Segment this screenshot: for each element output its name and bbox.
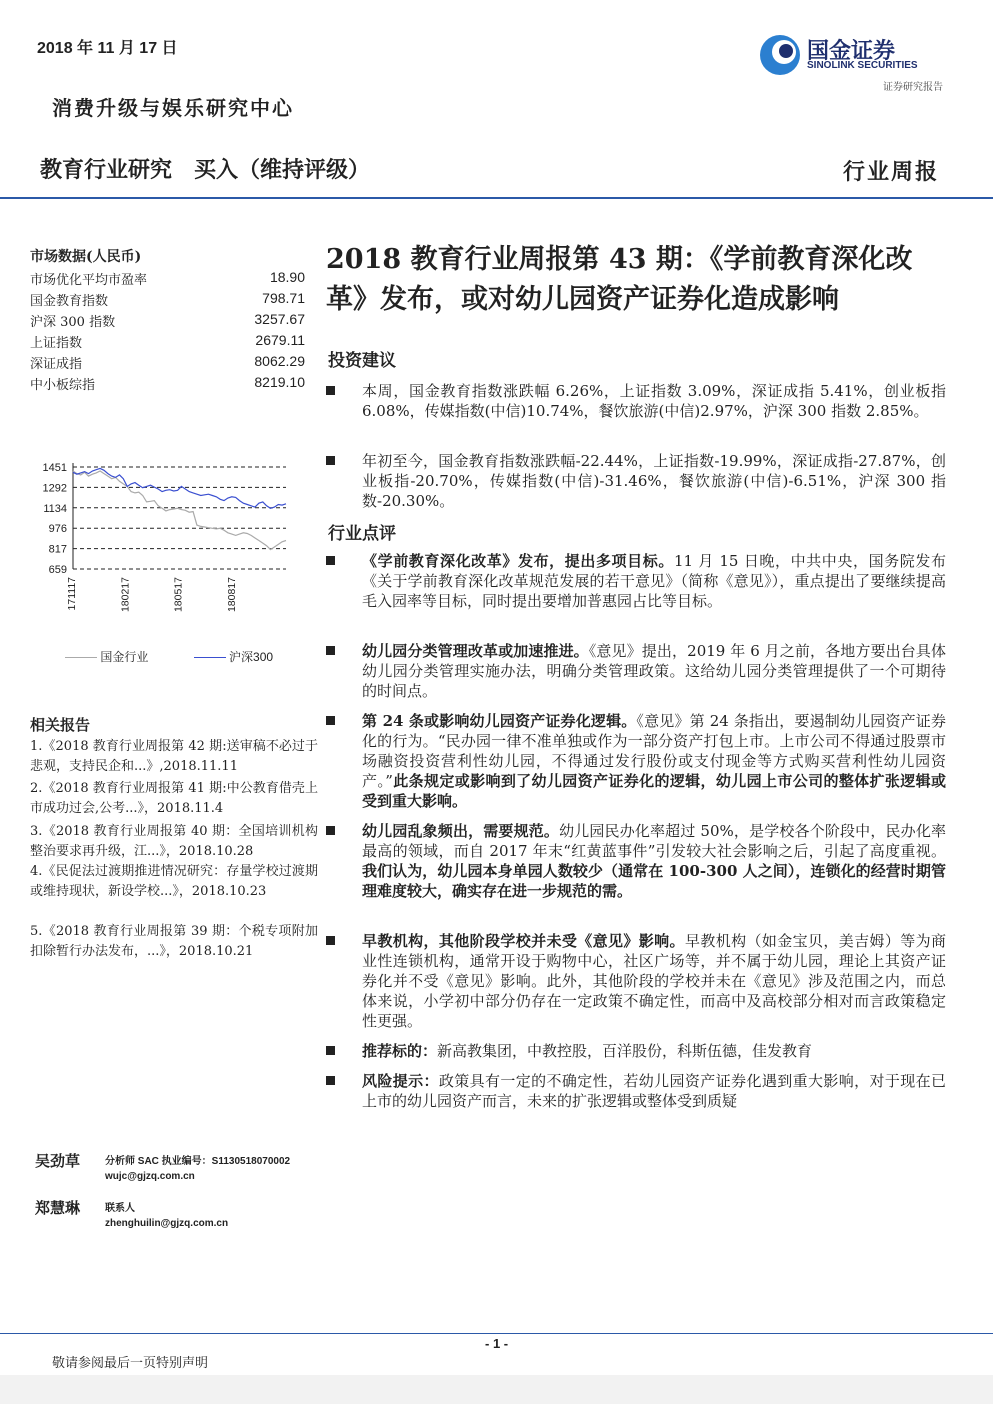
- market-value: 8062.29: [254, 353, 305, 369]
- market-value: 3257.67: [254, 311, 305, 327]
- y-tick-label: 1451: [42, 462, 67, 474]
- y-tick-label: 1292: [42, 482, 67, 495]
- footer-band: [0, 1375, 993, 1404]
- bullet-text: 《意见》第 24 条指出，要遏制幼儿园资产证券化的行为。“民办园一律不准单独或作为一部分资产打包上市。上市公司不得通过股票市场融资投资营利性幼儿园，不得通过发行股份或支付现金等方式购买营利性幼儿园资产。”: [362, 712, 946, 790]
- x-tick-label: 171117: [66, 577, 78, 611]
- bullet-item: [326, 1071, 946, 1111]
- related-report-link[interactable]: 2.《2018 教育行业周报第 41 期:中公教育借壳上市成功过会,公考...》，2018.11.4: [30, 781, 318, 816]
- legend-label-a: 国金行业: [100, 650, 149, 664]
- bullet-square-icon: [326, 1046, 335, 1055]
- market-label: 国金教育指数: [30, 294, 109, 309]
- bullet-text: 早教机构（如金宝贝，美吉姆）等为商业性连锁机构，通常开设于购物中心，社区广场等，并不属于幼儿园，理论上其资产证券化并不受《意见》影响。此外，其他阶段的学校并未在《意见》涉及范围之内，而总体来说，小学初中部分仍存在一定政策不确定性，而高中及高校部分相对而言政策稳定性更强。: [362, 932, 946, 1030]
- analyst-info: [105, 1154, 290, 1184]
- analyst-name: 吴劲草: [35, 1152, 81, 1170]
- x-tick-label: 180517: [172, 577, 185, 613]
- market-row: [30, 374, 305, 395]
- industry-rating: 教育行业研究 买入（维持评级）: [40, 158, 371, 183]
- footer-divider: [0, 1333, 993, 1334]
- bullet-text: 11 月 15 日晚，中共中央，国务院发布《关于学前教育深化改革规范发展的若干意见》（简称《意见》），重点提出了要继续提高毛入园率等目标，同时提出要增加普惠园占比等目标。: [362, 552, 946, 610]
- bullet-item: [326, 1041, 946, 1061]
- bullet-lead: 幼儿园乱象频出，需要规范。: [362, 822, 560, 840]
- bullet-square-icon: [326, 456, 335, 465]
- market-value: 798.71: [262, 290, 305, 306]
- bullet-square-icon: [326, 386, 335, 395]
- chart-legend: [65, 648, 273, 665]
- market-label: 深证成指: [30, 357, 83, 372]
- legend-swatch-b: [194, 657, 226, 658]
- bullet-lead: 第 24 条或影响幼儿园资产证券化逻辑。: [362, 712, 637, 730]
- analyst-role: 联系人: [105, 1203, 135, 1214]
- bullet-square-icon: [326, 826, 335, 835]
- analyst-email[interactable]: zhenghuilin@gjzq.com.cn: [105, 1218, 229, 1229]
- related-report-link[interactable]: 3.《2018 教育行业周报第 40 期：全国培训机构整治要求再升级，江...》，2018.10.28: [30, 824, 318, 859]
- market-row: [30, 290, 305, 311]
- y-tick-label: 817: [48, 543, 67, 556]
- bullet-item: [326, 931, 946, 1031]
- bullet-item: [326, 821, 946, 901]
- bullet-lead: 推荐标的：: [362, 1042, 438, 1060]
- market-label: 沪深 300 指数: [30, 315, 116, 330]
- analyst-name: 郑慧琳: [35, 1199, 81, 1217]
- bullet-lead: 早教机构，其他阶段学校并未受《意见》影响。: [362, 932, 685, 950]
- bullet-text: 年初至今，国金教育指数涨跌幅-22.44%，上证指数-19.99%，深证成指-27.87%，创业板指-20.70%，传媒指数(中信)-31.46%，餐饮旅游(中信)-6.51%，沪深 300 指数-20.30%。: [362, 452, 946, 510]
- bullet-conclusion: 此条规定或影响到了幼儿园资产证券化的逻辑，幼儿园上市公司的整体扩张逻辑或受到重大影响。: [362, 772, 946, 810]
- market-value: 8219.10: [254, 374, 305, 390]
- footer-disclaimer: 敬请参阅最后一页特别声明: [52, 1356, 209, 1371]
- analyst-cert: 分析师 SAC 执业编号：S1130518070002: [105, 1156, 291, 1167]
- market-label: 市场优化平均市盈率: [30, 273, 148, 288]
- market-value: 2679.11: [255, 332, 305, 348]
- market-row: [30, 353, 305, 374]
- bullet-text: 本周，国金教育指数涨跌幅 6.26%，上证指数 3.09%，深证成指 5.41%，创业板指 6.08%，传媒指数(中信)10.74%，餐饮旅游(中信)2.97%，沪深 300 指数 2.85%。: [362, 382, 946, 420]
- x-tick-label: 180217: [119, 577, 132, 613]
- series-line: [73, 471, 286, 550]
- related-reports-title: 相关报告: [30, 716, 91, 734]
- bullet-item: [326, 451, 946, 511]
- logo-en-text: SINOLINK SECURITIES: [807, 60, 918, 71]
- market-row: [30, 311, 305, 332]
- bullet-text: 政策具有一定的不确定性，若幼儿园资产证券化遇到重大影响，对于现在已上市的幼儿园资产而言，未来的扩张逻辑或整体受到质疑: [362, 1072, 946, 1110]
- related-report-link[interactable]: 4.《民促法过渡期推进情况研究：存量学校过渡期或维持现状，新设学校...》，2018.10.23: [30, 864, 318, 899]
- market-label: 上证指数: [30, 336, 83, 351]
- bullet-square-icon: [326, 556, 335, 565]
- analyst-info: [105, 1201, 228, 1231]
- y-tick-label: 976: [48, 523, 67, 536]
- page-number: - 1 -: [485, 1336, 509, 1351]
- section-investment-advice: 投资建议: [328, 351, 396, 371]
- market-label: 中小板综指: [30, 378, 96, 393]
- legend-label-b: 沪深300: [229, 650, 274, 664]
- header-divider: [0, 197, 993, 199]
- report-type: 行业周报: [842, 159, 939, 185]
- bullet-lead: 风险提示：: [362, 1072, 439, 1090]
- bullet-lead: 《学前教育深化改革》发布，提出多项目标。: [362, 552, 674, 570]
- research-center: 消费升级与娱乐研究中心: [52, 96, 294, 120]
- y-tick-label: 1134: [43, 502, 67, 515]
- bullet-square-icon: [326, 936, 335, 945]
- bullet-item: [326, 551, 946, 611]
- report-title: 2018 教育行业周报第 43 期：《学前教育深化改革》发布，或对幼儿园资产证券化造成影响: [326, 244, 913, 315]
- logo-cn-text: 国金证券: [807, 39, 896, 64]
- y-tick-label: 659: [48, 564, 67, 576]
- index-line-chart: [28, 445, 298, 635]
- bullet-item: [326, 711, 946, 811]
- report-date: 2018 年 11 月 17 日: [37, 40, 178, 57]
- x-tick-label: 180817: [225, 577, 238, 613]
- bullet-square-icon: [326, 1076, 335, 1085]
- related-report-link[interactable]: 1.《2018 教育行业周报第 42 期:送审稿不必过于悲观，支持民企和...》,2018.11.11: [30, 739, 318, 774]
- bullet-square-icon: [326, 716, 335, 725]
- bullet-square-icon: [326, 646, 335, 655]
- bullet-item: [326, 641, 946, 701]
- section-industry-review: 行业点评: [328, 524, 396, 544]
- bullet-text: 《意见》提出，2019 年 6 月之前，各地方要出台具体幼儿园分类管理实施办法，明确分类管理政策。这给幼儿园分类管理提供了一个可期待的时间点。: [362, 642, 946, 700]
- logo-subtitle: 证券研究报告: [883, 82, 943, 93]
- market-row: [30, 332, 305, 353]
- legend-swatch-a: [65, 657, 97, 658]
- market-row: [30, 269, 305, 290]
- bullet-lead: 幼儿园分类管理改革或加速推进。: [362, 642, 589, 660]
- analyst-email[interactable]: wujc@gjzq.com.cn: [105, 1171, 195, 1182]
- bullet-text: 新高教集团，中教控股，百洋股份，科斯伍德，佳发教育: [437, 1042, 813, 1060]
- bullet-item: [326, 381, 946, 421]
- market-value: 18.90: [269, 269, 305, 285]
- related-report-link[interactable]: 5.《2018 教育行业周报第 39 期：个税专项附加扣除暂行办法发布，...》，2018.10.21: [30, 924, 318, 959]
- logo-emblem-icon: [757, 32, 803, 78]
- market-data-title: 市场数据(人民币): [30, 249, 142, 265]
- bullet-conclusion: 我们认为，幼儿园本身单园人数较少（通常在 100-300 人之间），连锁化的经营时期管理难度较大，确实存在进一步规范的需。: [362, 862, 946, 900]
- bullet-text: 幼儿园民办化率超过 50%，是学校各个阶段中，民办化率最高的领域，而自 2017 年末“红黄蓝事件”引发较大社会影响之后，引起了高度重视。: [362, 822, 946, 860]
